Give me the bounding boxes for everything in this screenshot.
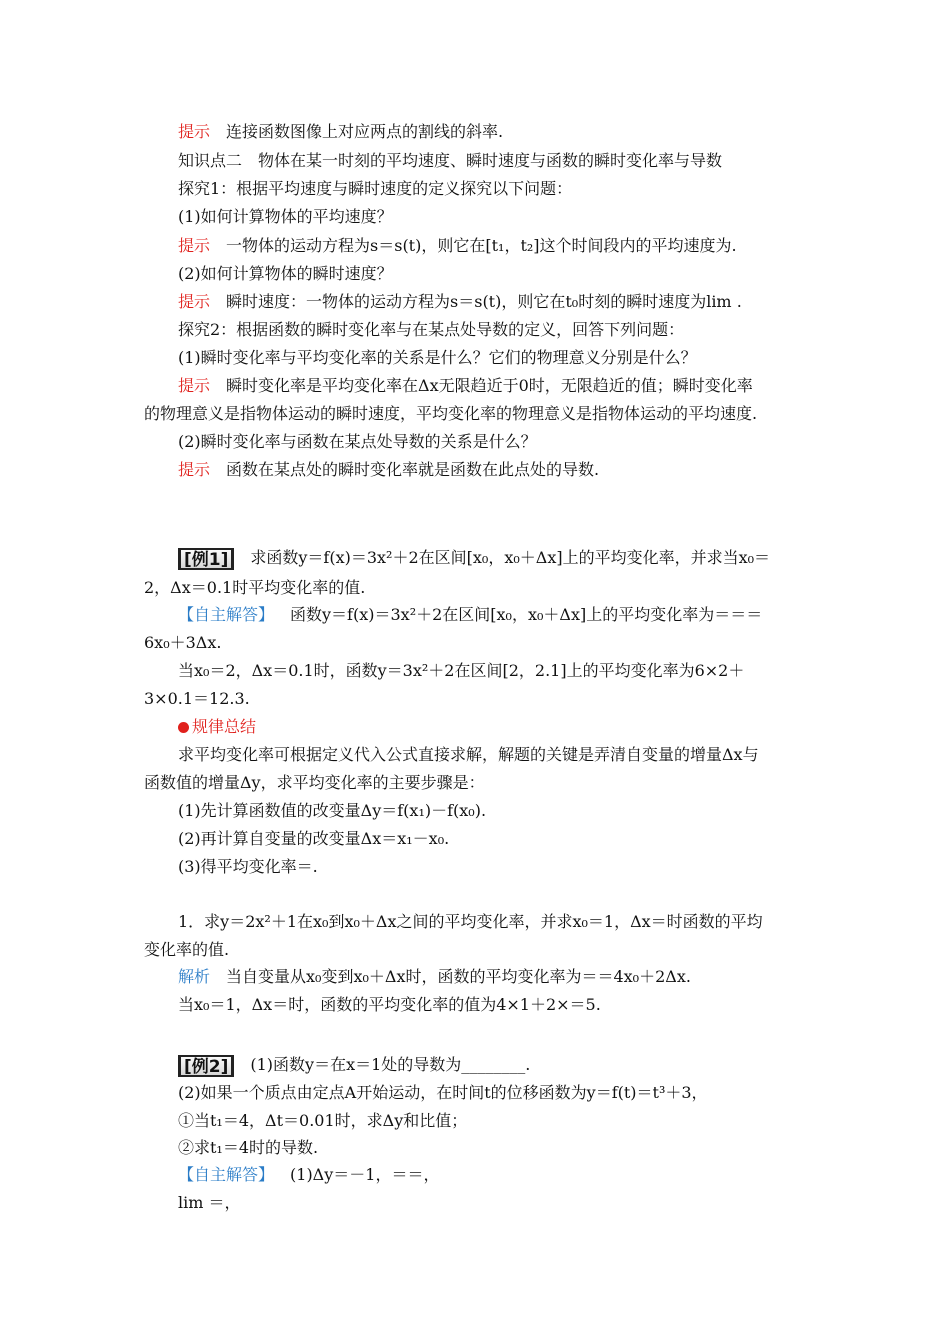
paragraph-line: 6x₀＋3Δx. <box>144 633 222 652</box>
knowledge-point-heading: 知识点二 物体在某一时刻的平均速度、瞬时速度与函数的瞬时变化率与导数 <box>178 151 723 170</box>
hint-line-1 <box>178 121 503 143</box>
example-1-text: 求函数y＝f(x)＝3x²＋2在区间[x₀，x₀＋Δx]上的平均变化率，并求当x₀＝ <box>250 548 771 567</box>
question-line: (2)瞬时变化率与函数在某点处导数的关系是什么？ <box>178 432 537 451</box>
hint-label: 提示 <box>178 376 211 395</box>
paragraph-line: lim ＝， <box>178 1193 241 1212</box>
hint-line-3 <box>178 291 742 313</box>
analysis-label: 解析 <box>178 967 211 986</box>
hint-text: 瞬时速度：一物体的运动方程为s＝s(t)，则它在t₀时刻的瞬时速度为lim . <box>226 292 742 311</box>
rule-summary-title: 规律总结 <box>192 717 257 736</box>
paragraph-line: (2)如果一个质点由定点A开始运动，在时间t的位移函数为y＝f(t)＝t³＋3， <box>178 1083 708 1102</box>
question-line: (1)如何计算物体的平均速度？ <box>178 207 393 226</box>
answer-text: 函数y＝f(x)＝3x²＋2在区间[x₀，x₀＋Δx]上的平均变化率为＝＝＝ <box>290 605 763 624</box>
step-line: (1)先计算函数值的改变量Δy＝f(x₁)－f(x₀). <box>178 801 487 820</box>
hint-label: 提示 <box>178 460 211 479</box>
paragraph-line: 的物理意义是指物体运动的瞬时速度，平均变化率的物理意义是指物体运动的平均速度. <box>144 404 758 423</box>
self-answer-line-2 <box>178 1164 439 1186</box>
hint-label: 提示 <box>178 236 211 255</box>
hint-line-4 <box>178 375 753 397</box>
hint-text: 瞬时变化率是平均变化率在Δx无限趋近于0时，无限趋近的值；瞬时变化率 <box>226 376 753 395</box>
hint-text: 一物体的运动方程为s＝s(t)，则它在[t₁，t₂]这个时间段内的平均速度为. <box>226 236 737 255</box>
paragraph-line: ①当t₁＝4，Δt＝0.01时，求Δy和比值； <box>178 1111 468 1130</box>
hint-text: 函数在某点处的瞬时变化率就是函数在此点处的导数. <box>226 460 600 479</box>
self-answer-label: 【自主解答】 <box>178 605 275 624</box>
paragraph-line: 变化率的值. <box>144 940 230 959</box>
self-answer-line-1 <box>178 604 762 626</box>
hint-line-5 <box>178 459 599 481</box>
answer-text: (1)Δy＝－1，＝＝， <box>290 1165 440 1184</box>
hint-label: 提示 <box>178 122 211 141</box>
paragraph-line: 当x₀＝2，Δx＝0.1时，函数y＝3x²＋2在区间[2，2.1]上的平均变化率为6×2＋ <box>178 661 745 680</box>
paragraph-line: ②求t₁＝4时的导数. <box>178 1138 319 1157</box>
example-2-text: (1)函数y＝在x＝1处的导数为________. <box>250 1055 531 1074</box>
self-answer-label: 【自主解答】 <box>178 1165 275 1184</box>
paragraph-line: 3×0.1＝12.3. <box>144 689 250 708</box>
step-line: (3)得平均变化率＝. <box>178 857 318 876</box>
paragraph-line: 当x₀＝1，Δx＝时，函数的平均变化率的值为4×1＋2×＝5. <box>178 995 601 1014</box>
paragraph-line: 求平均变化率可根据定义代入公式直接求解，解题的关键是弄清自变量的增量Δx与 <box>178 745 759 764</box>
step-line: (2)再计算自变量的改变量Δx＝x₁－x₀. <box>178 829 450 848</box>
bullet-dot-icon <box>178 722 189 733</box>
hint-line-2 <box>178 235 737 257</box>
example-1-line <box>178 547 770 569</box>
paragraph-line: 2，Δx＝0.1时平均变化率的值. <box>144 578 366 597</box>
explore-1-heading: 探究1：根据平均速度与瞬时速度的定义探究以下问题： <box>178 179 573 198</box>
question-line: (1)瞬时变化率与平均变化率的关系是什么？它们的物理意义分别是什么？ <box>178 348 697 367</box>
rule-summary-heading <box>178 716 256 738</box>
example-2-line <box>178 1054 530 1076</box>
exercise-1-line: 1．求y＝2x²＋1在x₀到x₀＋Δx之间的平均变化率，并求x₀＝1，Δx＝时函数的平均 <box>178 912 763 931</box>
example-1-badge: [例1] <box>178 548 234 570</box>
explore-2-heading: 探究2：根据函数的瞬时变化率与在某点处导数的定义，回答下列问题： <box>178 320 685 339</box>
paragraph-line: 函数值的增量Δy，求平均变化率的主要步骤是： <box>144 773 485 792</box>
hint-label: 提示 <box>178 292 211 311</box>
analysis-text: 当自变量从x₀变到x₀＋Δx时，函数的平均变化率为＝＝4x₀＋2Δx. <box>226 967 691 986</box>
example-2-badge: [例2] <box>178 1055 234 1077</box>
analysis-line <box>178 966 691 988</box>
hint-text: 连接函数图像上对应两点的割线的斜率. <box>226 122 504 141</box>
question-line: (2)如何计算物体的瞬时速度？ <box>178 264 393 283</box>
